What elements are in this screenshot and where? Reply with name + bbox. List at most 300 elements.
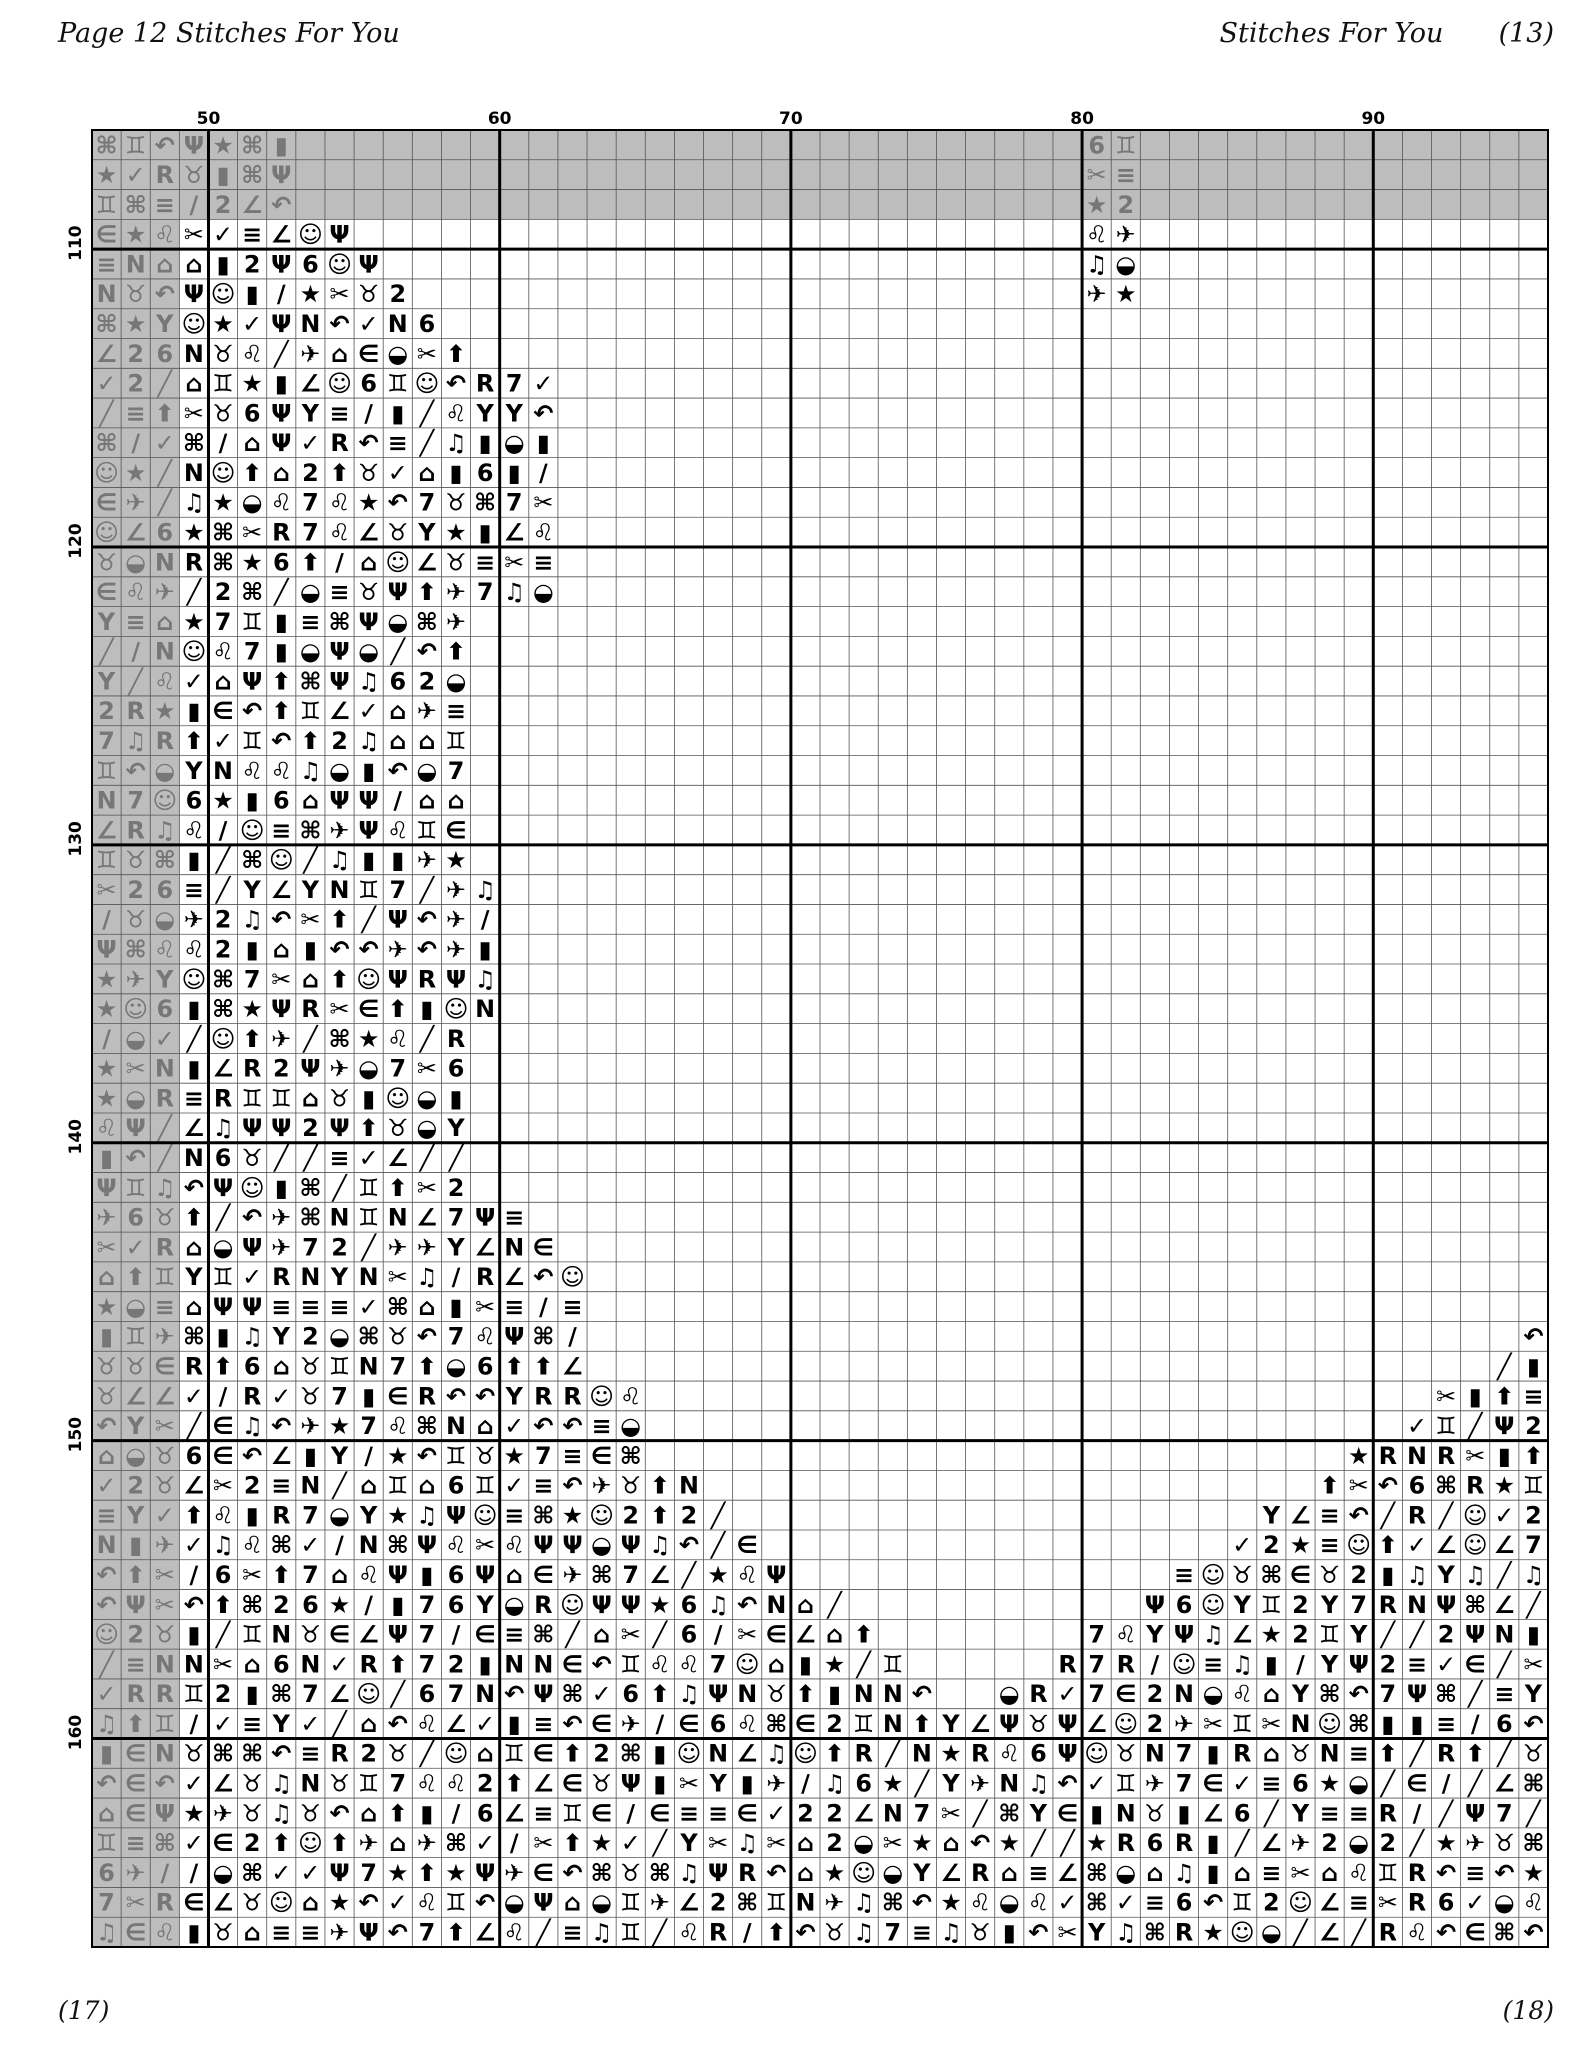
stitch-symbol: 7 [98,1888,115,1917]
stitch-symbol: ★ [1493,1471,1516,1500]
stitch-symbol: ◒ [212,1858,234,1887]
stitch-symbol: ≡ [300,1739,321,1768]
stitch-symbol: ✓ [271,1382,292,1411]
stitch-symbol: ★ [357,488,380,517]
stitch-symbol: ∠ [1289,1501,1312,1530]
stitch-symbol: ∠ [1318,1888,1341,1917]
stitch-symbol: 6 [476,1352,494,1381]
stitch-symbol: 6 [156,339,174,368]
stitch-symbol: 7 [214,607,232,636]
stitch-symbol: ≡ [678,1799,699,1828]
stitch-symbol: ≡ [125,1650,146,1679]
stitch-symbol: ∈ [649,1799,671,1828]
stitch-symbol: ≡ [708,1799,729,1828]
stitch-symbol: ⬆ [446,637,466,666]
stitch-symbol: ✂ [1465,1441,1486,1470]
stitch-symbol: ☺ [560,1263,585,1292]
stitch-symbol: ∠ [1493,1531,1516,1560]
stitch-symbol: ✓ [387,1888,408,1917]
stitch-symbol: ♊ [503,1739,525,1768]
stitch-symbol: N [183,1144,204,1173]
stitch-symbol: R [155,161,174,190]
stitch-symbol: ╱ [274,339,289,368]
stitch-symbol: ▮ [362,1382,376,1411]
stitch-symbol: Y [1320,1590,1339,1619]
stitch-symbol: ♊ [212,1263,234,1292]
stitch-symbol: ↶ [416,1441,437,1470]
stitch-symbol: R [417,1382,437,1411]
stitch-symbol: Y [127,1501,145,1530]
stitch-symbol: ⌂ [301,1084,319,1113]
stitch-symbol: ♊ [241,1620,263,1649]
stitch-symbol: ◒ [387,339,409,368]
stitch-symbol: ✓ [213,1709,234,1738]
stitch-symbol: Ψ [96,935,117,964]
stitch-symbol: ╱ [157,1114,172,1143]
stitch-symbol: ▮ [507,1709,521,1738]
stitch-symbol: ⌘ [211,518,235,547]
stitch-symbol: 6 [855,1769,872,1798]
stitch-symbol: ★ [212,309,234,338]
stitch-symbol: ▮ [187,697,201,726]
stitch-symbol: ◒ [125,1024,147,1053]
stitch-symbol: ↶ [242,697,263,726]
stitch-symbol: N [300,1650,321,1679]
stitch-symbol: ★ [212,131,234,160]
stitch-symbol: ♉ [154,1620,176,1649]
stitch-symbol: ⌘ [590,1561,613,1590]
stitch-symbol: ≡ [96,250,117,279]
stitch-symbol: ↶ [96,1561,117,1590]
stitch-symbol: ✓ [358,1292,379,1321]
stitch-symbol: R [1174,1829,1194,1858]
stitch-symbol: ✂ [766,1829,787,1858]
stitch-symbol: ♊ [1435,1412,1457,1441]
stitch-symbol: N [358,1531,379,1560]
stitch-symbol: ⌂ [826,1620,844,1649]
stitch-symbol: R [1407,1858,1427,1887]
stitch-symbol: ✓ [1115,1888,1136,1917]
stitch-symbol: ∕ [189,1858,199,1887]
stitch-symbol: ╱ [652,1620,668,1649]
stitch-symbol: ✂ [1203,1709,1224,1738]
stitch-symbol: N [1319,1739,1340,1768]
stitch-symbol: ⌘ [1318,1680,1341,1709]
stitch-symbol: ≡ [271,1292,292,1321]
stitch-symbol: ⌂ [330,339,349,368]
row-label: 160 [66,1714,86,1751]
stitch-symbol: Ψ [271,1114,292,1143]
stitch-symbol: ♌ [328,488,351,517]
stitch-symbol: ≡ [125,399,146,428]
stitch-symbol: ♉ [387,518,409,547]
stitch-symbol: R [330,429,349,458]
stitch-symbol: ★ [183,518,205,547]
stitch-symbol: ▮ [478,429,492,458]
stitch-symbol: ⬆ [271,697,292,726]
stitch-symbol: ⌂ [1000,1858,1018,1887]
stitch-symbol: ⌘ [211,965,235,994]
stitch-symbol: ∈ [154,1352,176,1381]
stitch-symbol: ▮ [216,1322,230,1351]
stitch-symbol: ╱ [157,458,172,487]
stitch-symbol: ♊ [95,1829,118,1858]
stitch-symbol: ╱ [274,1144,289,1173]
stitch-symbol: ╱ [419,875,435,904]
stitch-symbol: N [708,1739,729,1768]
row-label: 150 [66,1416,86,1453]
stitch-symbol: ∕ [509,1829,519,1858]
stitch-symbols [94,131,1544,1946]
stitch-symbol: ▮ [798,1650,813,1679]
stitch-symbol: ◒ [503,1888,525,1917]
stitch-symbol: ♊ [212,369,234,398]
stitch-symbol: Ψ [183,131,205,160]
stitch-symbol: ╱ [215,875,231,904]
stitch-symbol: ⌂ [243,429,261,458]
stitch-symbol: ✈ [970,1769,991,1798]
stitch-symbol: ☺ [1317,1709,1343,1738]
stitch-symbol: ✂ [1348,1471,1369,1500]
stitch-symbol: ╱ [361,905,376,934]
stitch-symbol: Ψ [329,637,350,666]
stitch-symbol: ▮ [187,995,201,1024]
stitch-symbol: ✈ [154,1531,175,1560]
stitch-symbol: ✓ [533,369,554,398]
stitch-symbol: 7 [389,875,407,904]
stitch-symbol: ∠ [328,1680,351,1709]
stitch-symbol: ⬆ [446,1918,466,1947]
stitch-symbol: ≡ [504,1292,525,1321]
stitch-symbol: ≡ [591,1412,612,1441]
stitch-symbol: ∈ [1115,1680,1137,1709]
stitch-symbol: Ψ [183,280,205,309]
stitch-symbol: ⌘ [153,1829,176,1858]
stitch-symbol: ╱ [419,1024,435,1053]
stitch-symbol: Ψ [416,1531,438,1560]
stitch-symbol: ≡ [154,190,175,219]
stitch-symbol: ★ [183,1799,205,1828]
stitch-symbol: Y [1087,1918,1106,1947]
stitch-symbol: ↶ [562,1709,583,1738]
stitch-symbol: ★ [1318,1769,1341,1798]
stitch-symbol: ✂ [125,1054,146,1083]
stitch-symbol: ◒ [416,1114,438,1143]
stitch-symbol: R [1378,1441,1398,1470]
stitch-symbol: ∕ [539,1292,548,1321]
stitch-symbol: ✓ [1465,1888,1486,1917]
stitch-symbol: ✈ [591,1471,612,1500]
stitch-symbol: ♉ [357,280,380,309]
stitch-symbol: ◒ [416,756,438,785]
stitch-symbol: 7 [360,1412,377,1441]
stitch-symbol: ▮ [303,1441,317,1470]
stitch-symbol: ↶ [329,1799,350,1828]
column-label: 60 [487,109,512,129]
stitch-symbol: ╱ [99,1650,114,1679]
stitch-symbol: ♌ [503,1918,525,1947]
stitch-symbol: ☺ [356,1680,382,1709]
stitch-symbol: ◒ [998,1888,1020,1917]
stitch-symbol: ▮ [187,846,201,875]
stitch-symbol: ☺ [1084,1739,1110,1768]
stitch-symbol: ╱ [1380,1620,1396,1649]
stitch-symbol: ▮ [420,1561,434,1590]
stitch-symbol: N [96,1531,117,1560]
stitch-symbol: ✓ [183,1769,204,1798]
stitch-symbol: ♊ [183,1680,205,1709]
stitch-symbol: ⬆ [125,1263,146,1292]
stitch-symbol: ✈ [620,1709,641,1738]
stitch-symbol: ✓ [475,1709,496,1738]
stitch-symbol: ⌘ [881,1888,904,1917]
stitch-symbol: 6 [447,1590,465,1619]
stitch-symbol: N [1494,1620,1515,1649]
stitch-symbol: Ψ [300,1054,321,1083]
stitch-symbol: ♉ [241,1799,263,1828]
stitch-symbol: ☺ [734,1650,760,1679]
stitch-symbol: ∠ [124,518,147,547]
stitch-symbol: ♫ [1115,1918,1137,1947]
stitch-symbol: 7 [302,1561,319,1590]
stitch-symbol: ∠ [940,1858,962,1887]
stitch-symbol: ╱ [215,846,231,875]
stitch-symbol: ↶ [416,637,437,666]
stitch-symbol: R [272,518,291,547]
stitch-symbol: ♉ [328,1084,351,1113]
stitch-symbol: ⌘ [299,1173,322,1202]
stitch-symbol: ♌ [270,488,292,517]
stitch-symbol: ✓ [620,1829,641,1858]
stitch-symbol: ✈ [125,965,146,994]
stitch-symbol: ♉ [765,1680,788,1709]
stitch-symbol: ◒ [1202,1680,1224,1709]
stitch-symbol: ♫ [299,756,322,785]
stitch-symbol: ✂ [242,518,263,547]
stitch-symbol: ♫ [590,1918,613,1947]
stitch-symbol: ♫ [241,905,263,934]
stitch-symbol: N [1406,1441,1427,1470]
stitch-symbol: ✂ [1261,1709,1282,1738]
stitch-symbol: 7 [331,1382,348,1411]
stitch-symbol: ⌂ [418,726,436,755]
stitch-symbol: 2 [243,250,261,279]
stitch-symbol: ⌂ [272,935,290,964]
stitch-symbol: ⌘ [386,1531,409,1560]
stitch-symbol: ↶ [329,935,350,964]
stitch-symbol: Y [1350,1620,1368,1649]
stitch-symbol: Y [476,399,494,428]
stitch-symbol: ⌂ [1233,1858,1251,1887]
stitch-symbol: ≡ [533,1799,554,1828]
stitch-symbol: ♌ [387,1024,409,1053]
stitch-symbol: 6 [156,995,174,1024]
stitch-symbol: ╱ [128,667,143,696]
stitch-symbol: ☺ [1462,1531,1488,1560]
stitch-symbol: ∠ [969,1709,991,1738]
stitch-symbol: ▮ [449,458,463,487]
stitch-symbol: ╱ [390,1680,405,1709]
stitch-symbol: ▮ [653,1739,667,1768]
stitch-symbol: ▮ [536,429,550,458]
stitch-symbol: ▮ [303,935,317,964]
stitch-symbol: ♌ [998,1739,1020,1768]
stitch-symbol: ♉ [241,1144,263,1173]
stitch-symbol: ◒ [241,488,263,517]
stitch-symbol: 7 [1350,1590,1368,1619]
stitch-symbol: ≡ [446,697,466,726]
stitch-symbol: ✂ [941,1799,962,1828]
stitch-symbol: ∕ [335,1531,344,1560]
stitch-symbol: N [1290,1709,1311,1738]
stitch-symbol: ╱ [303,846,318,875]
stitch-symbol: ∠ [212,1888,234,1917]
stitch-symbol: Ψ [1494,1412,1515,1441]
stitch-symbol: ✈ [446,578,466,607]
stitch-symbol: ✈ [1115,220,1136,249]
stitch-symbol: ☺ [210,1024,236,1053]
stitch-symbol: ♌ [503,1531,525,1560]
stitch-symbol: ♌ [1522,1888,1545,1917]
stitch-symbol: ∕ [160,1858,170,1887]
stitch-symbol: ⌘ [1464,1590,1487,1619]
stitch-symbol: N [795,1888,816,1917]
stitch-symbol: ⌂ [942,1829,960,1858]
stitch-symbol: ≡ [242,220,263,249]
stitch-symbol: ✂ [183,220,204,249]
stitch-symbol: R [301,995,320,1024]
stitch-symbol: ≡ [1523,1382,1544,1411]
stitch-symbol: ♊ [1377,1858,1399,1887]
stitch-symbol: ✂ [242,1561,263,1590]
stitch-symbol: ♉ [124,280,147,309]
stitch-symbol: ⌂ [1321,1858,1339,1887]
stitch-symbol: ⬆ [504,1352,525,1381]
stitch-symbol: ✈ [1086,280,1107,309]
stitch-symbol: ✈ [446,607,466,636]
stitch-symbol: ╱ [1380,1501,1396,1530]
stitch-symbol: Ψ [358,607,379,636]
stitch-symbol: ╱ [99,637,114,666]
stitch-symbol: ♊ [445,1441,467,1470]
stitch-symbol: ⌘ [444,1829,468,1858]
stitch-symbol: ↶ [154,131,175,160]
stitch-symbol: ✂ [1290,1858,1311,1887]
stitch-symbol: ⌘ [211,995,235,1024]
stitch-symbol: ♊ [620,1888,642,1917]
stitch-symbol: ▮ [449,1084,463,1113]
stitch-symbol: ↶ [795,1918,816,1947]
stitch-symbol: N [154,548,175,577]
stitch-symbol: ☺ [851,1858,877,1887]
stitch-symbol: 6 [1437,1888,1455,1917]
stitch-symbol: Ψ [474,1561,496,1590]
stitch-symbol: ∠ [387,1144,409,1173]
stitch-symbol: N [271,1620,292,1649]
stitch-symbol: 6 [476,458,494,487]
stitch-symbol: ♌ [270,756,292,785]
stitch-symbol: ∕ [102,905,111,934]
stitch-symbol: ♉ [1522,1739,1545,1768]
stitch-symbol: ⌂ [563,1888,582,1917]
stitch-symbol: ▮ [187,1054,201,1083]
stitch-symbol: ♉ [124,1352,147,1381]
stitch-symbol: ▮ [1177,1799,1191,1828]
stitch-symbol: ⬆ [533,1352,554,1381]
stitch-symbol: ✂ [96,1233,117,1262]
stitch-symbol: ★ [445,518,467,547]
stitch-symbol: ♫ [823,1769,846,1798]
stitch-symbol: ♊ [357,1203,380,1232]
stitch-symbol: ≡ [242,1709,263,1738]
column-label: 90 [1361,109,1386,129]
stitch-symbol: ▮ [129,1531,143,1560]
stitch-symbol: ∠ [357,1620,380,1649]
stitch-symbol: ♫ [357,726,380,755]
stitch-symbol: ♉ [183,161,205,190]
stitch-symbol: ≡ [329,1292,350,1321]
stitch-symbol: Ψ [620,1590,641,1619]
stitch-symbol: 7 [360,1858,377,1887]
stitch-symbol: ⌘ [1085,1858,1108,1887]
stitch-symbol: ⬆ [795,1680,816,1709]
stitch-symbol: ⌂ [156,250,174,279]
stitch-symbol: ≡ [1174,1561,1194,1590]
stitch-symbol: Ψ [474,1203,496,1232]
stitch-symbol: ▮ [1206,1829,1220,1858]
stitch-symbol: ♫ [852,1888,875,1917]
stitch-symbol: Y [1233,1590,1251,1619]
stitch-symbol: ∠ [95,816,118,845]
stitch-symbol: 6 [1292,1769,1309,1798]
stitch-symbol: ★ [1522,1858,1545,1887]
stitch-symbol: ★ [1085,190,1108,219]
stitch-symbol: 7 [1175,1739,1193,1768]
stitch-symbol: ▮ [187,1918,201,1947]
stitch-symbol: ✓ [300,1531,321,1560]
stitch-symbol: R [242,1382,262,1411]
stitch-symbol: Ψ [1057,1739,1078,1768]
stitch-symbol: ✓ [96,1471,117,1500]
stitch-symbol: 2 [272,1590,290,1619]
stitch-symbol: ⌂ [767,1650,785,1679]
stitch-symbol: ★ [95,1054,118,1083]
stitch-symbol: ♊ [357,875,380,904]
stitch-symbol: ✓ [358,309,379,338]
stitch-symbol: ⌂ [418,1292,436,1321]
stitch-symbol: 7 [243,965,261,994]
stitch-symbol: ╱ [448,1144,464,1173]
stitch-symbol: ♉ [299,1799,322,1828]
stitch-symbol: ✈ [154,578,175,607]
stitch-symbol: ⬆ [1377,1531,1398,1560]
stitch-symbol: ★ [387,1501,409,1530]
stitch-symbol: ☺ [356,965,382,994]
stitch-symbol: ✂ [416,1054,437,1083]
stitch-symbol: ☺ [1346,1531,1372,1560]
stitch-symbol: ∠ [445,1709,467,1738]
stitch-symbol: Ψ [242,1114,263,1143]
stitch-symbol: ▮ [1381,1709,1395,1738]
stitch-symbol: ╱ [1351,1918,1366,1947]
stitch-symbol: N [1115,1799,1136,1828]
stitch-symbol: ☺ [443,995,469,1024]
stitch-symbol: ╱ [157,1144,172,1173]
stitch-symbol: 6 [243,399,261,428]
stitch-symbol: ╱ [186,578,202,607]
stitch-symbol: ★ [503,1441,525,1470]
stitch-symbol: Ψ [620,1531,641,1560]
